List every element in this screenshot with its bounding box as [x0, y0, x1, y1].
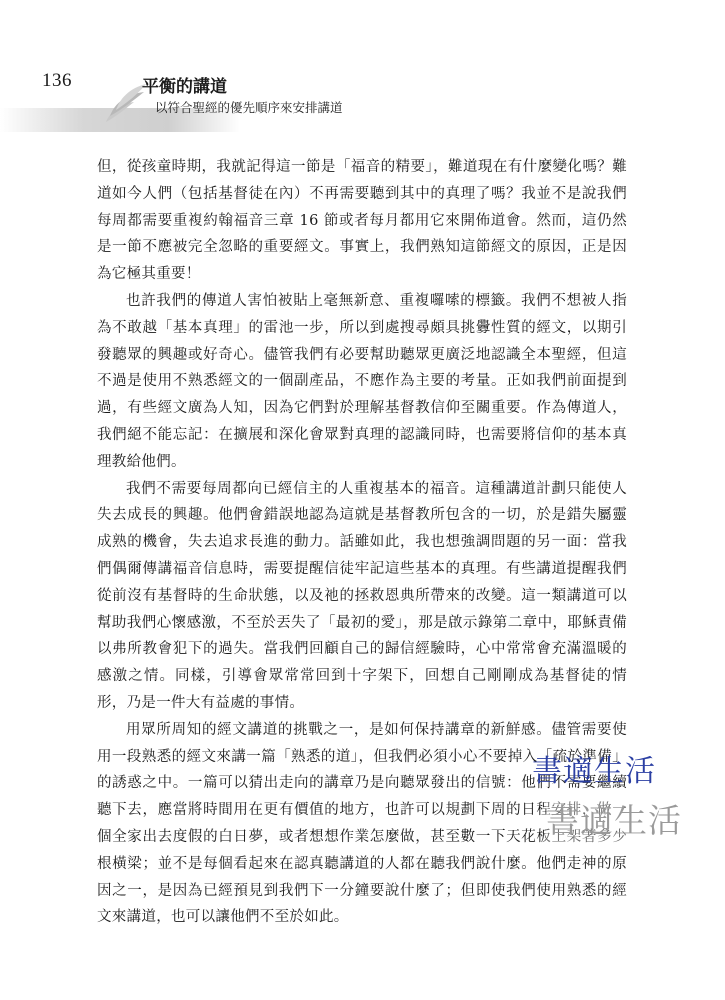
book-title: 平衡的講道 — [142, 77, 227, 97]
paragraph-4: 用眾所周知的經文講道的挑戰之一，是如何保持講章的新鮮感。儘管需要使用一段熟悉的經文來講一篇「熟悉的道」，但我們必須小心不要掉入「疏於準備」的誘惑之中。一篇可以猜出走向的講章乃是向聽眾發出的信號：他們不需要繼續聽下去，應當將時間用在更有價值的地方，也許可以規劃下周的日程安排，做一個全家出去度假的白日夢，或者想想作業怎麼做，甚至數一下天花板上架著多少根橫梁；並不是每個看起來在認真聽講道的人都在聽我們說什麼。他們走神的原因之一，是因為已經預見到我們下一分鐘要說什麼了；但即使我們使用熟悉的經文來講道，也可以讓他們不至於如此。 — [97, 721, 627, 926]
page-header — [0, 0, 725, 140]
page-number: 136 — [42, 70, 72, 91]
paragraph-1: 但，從孩童時期，我就記得這一節是「福音的精要」，難道現在有什麼變化嗎？難道如今人們（包括基督徒在內）不再需要聽到其中的真理了嗎？我並不是說我們每周都需要重複約翰福音三章 16 節或者每月都用它來開佈道會。然而，這仍然是一節不應被完全忽略的重要經文。事實上，我們熟知這節經文的原因，正是因為它極其重要！ — [97, 159, 627, 283]
watermark-primary: 書適生活 — [532, 754, 656, 789]
paragraph-3: 我們不需要每周都向已經信主的人重複基本的福音。這種講道計劃只能使人失去成長的興趣。他們會錯誤地認為這就是基督教所包含的一切，於是錯失屬靈成熟的機會，失去追求長進的動力。話雖如此，我也想強調問題的另一面：當我們偶爾傳講福音信息時，需要提醒信徒牢記這些基本的真理。有些講道提醒我們從前沒有基督時的生命狀態，以及祂的拯救恩典所帶來的改變。這一類講道可以幫助我們心懷感激，不至於丟失了「最初的愛」，那是啟示錄第二章中，耶穌責備以弗所教會犯下的過失。當我們回顧自己的歸信經驗時，心中常常會充滿溫暖的感激之情。同樣，引導會眾常常回到十字架下，回想自己剛剛成為基督徒的情形，乃是一件大有益處的事情。 — [97, 480, 627, 711]
chapter-title: 以符合聖經的優先順序來安排講道 — [155, 100, 343, 115]
watermark-secondary: 書適生活 — [546, 795, 682, 842]
paragraph-2: 也許我們的傳道人害怕被貼上毫無新意、重複囉嗦的標籤。我們不想被人指為不敢越「基本真理」的雷池一步，所以到處搜尋頗具挑釁性質的經文，以期引發聽眾的興趣或好奇心。儘管我們有必要幫助聽眾更廣泛地認識全本聖經，但這不過是使用不熟悉經文的一個副產品，不應作為主要的考量。正如我們前面提到過，有些經文廣為人知，因為它們對於理解基督教信仰至關重要。作為傳道人，我們絕不能忘記：在擴展和深化會眾對真理的認識同時，也需要將信仰的基本真理教給他們。 — [97, 292, 627, 470]
